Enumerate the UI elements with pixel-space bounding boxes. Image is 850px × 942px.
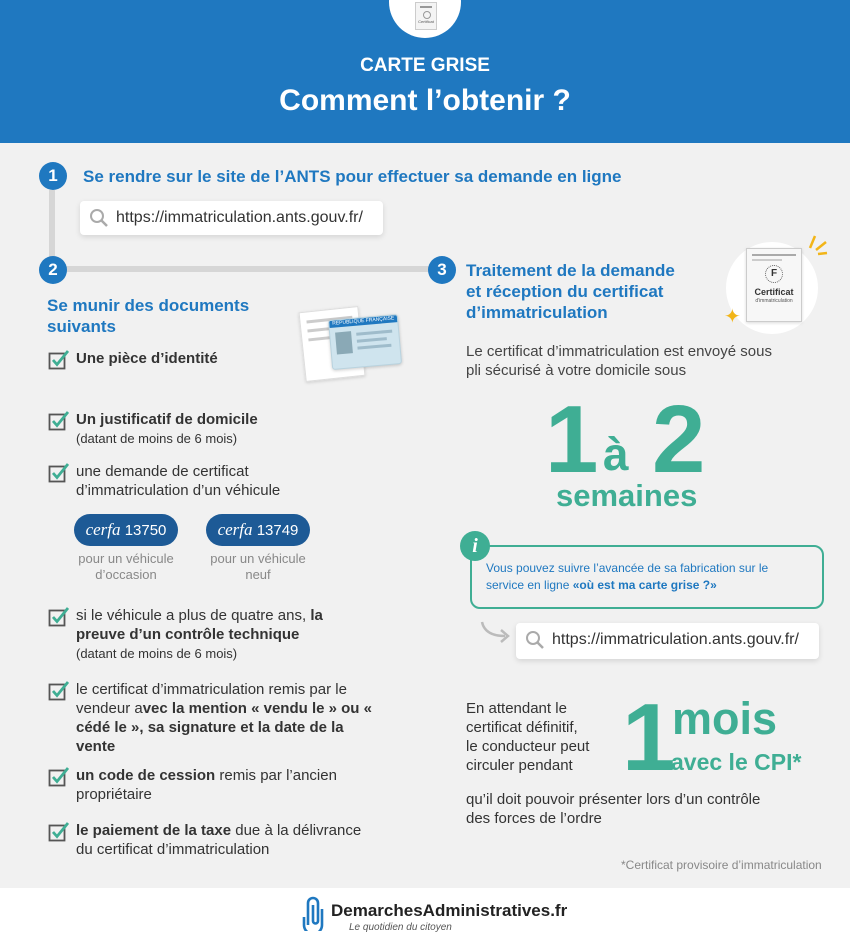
- logo-badge: [389, 0, 461, 38]
- step-1-title: Se rendre sur le site de l’ANTS pour effectuer sa demande en ligne: [83, 167, 622, 186]
- sparkle-lines-icon: [806, 234, 828, 261]
- item-text: si le véhicule a plus de quatre ans,: [76, 607, 311, 624]
- step-3-number: 3: [428, 256, 456, 284]
- header-banner: [0, 0, 850, 143]
- caption-line1: pour un véhicule: [210, 551, 306, 566]
- step-3-title: [466, 260, 675, 323]
- certificate-illustration: [724, 234, 830, 334]
- id-documents-illustration: [300, 303, 400, 381]
- step-2-title: [47, 295, 249, 337]
- item-text-bold-line2: preuve d’un contrôle technique: [76, 626, 300, 643]
- info-line2b: «où est ma carte grise ?»: [572, 578, 717, 592]
- certificate-label: Certificat: [754, 287, 794, 297]
- checkbox-checked-icon: [48, 821, 70, 848]
- big-number-1: 1: [545, 386, 599, 493]
- step-2-number: 2: [39, 256, 67, 284]
- item-text: remis par l’ancien: [215, 767, 337, 784]
- waiting-text: [466, 699, 589, 775]
- control-line1: qu’il doit pouvoir présenter lors d’un contrôle: [466, 791, 761, 808]
- big-number-2: 2: [652, 386, 706, 493]
- step-1-url-box[interactable]: [80, 201, 383, 235]
- paperclip-logo-icon: [300, 895, 326, 936]
- header-subtitle: CARTE GRISE: [360, 55, 490, 76]
- step-2-title-line2: suivants: [47, 317, 116, 336]
- item-text-line2: du certificat d’immatriculation: [76, 841, 270, 858]
- step-3-title-line3: d’immatriculation: [466, 303, 608, 322]
- certificate-icon: [415, 2, 437, 30]
- cerfa-brand: cerfa: [85, 520, 121, 539]
- item-text-line1: le certificat d’immatriculation remis par le: [76, 681, 347, 698]
- caption-line1: pour un véhicule: [78, 551, 174, 566]
- step-3-url[interactable]: https://immatriculation.ants.gouv.fr/: [552, 631, 799, 648]
- caption-line2: neuf: [245, 567, 271, 582]
- item-text-line3: cédé le », sa signature et la date de la: [76, 719, 344, 736]
- big-a: à: [603, 428, 629, 480]
- search-icon: [525, 630, 545, 655]
- waiting-line4: circuler pendant: [466, 757, 573, 774]
- search-icon: [89, 208, 109, 233]
- sparkle-icon: ✦: [724, 306, 741, 328]
- item-text-line2: propriétaire: [76, 786, 152, 803]
- cerfa-code: 13749: [256, 522, 299, 539]
- item-text: Un justificatif de domicile: [76, 411, 258, 428]
- step-3-title-line2: et réception du certificat: [466, 282, 664, 301]
- cerfa-badge-13749[interactable]: [206, 514, 310, 546]
- item-note: (datant de moins de 6 mois): [76, 431, 238, 446]
- item-text-bold: le paiement de la taxe: [76, 822, 232, 839]
- certificate-document: [746, 248, 802, 322]
- info-line2a: service en ligne: [486, 578, 573, 592]
- footer-brand[interactable]: DemarchesAdministratives.fr: [331, 901, 568, 920]
- control-text: [466, 790, 760, 828]
- cerfa-caption-13750: [60, 551, 192, 583]
- certificate-label-sub: d'immatriculation: [755, 298, 793, 304]
- item-text-line2a: vendeur a: [76, 700, 143, 717]
- item-note: (datant de moins de 6 mois): [76, 646, 238, 661]
- big-cpi: avec le CPI*: [671, 749, 802, 775]
- checkbox-checked-icon: [48, 410, 70, 437]
- waiting-line3: le conducteur peut: [466, 738, 590, 755]
- checkbox-checked-icon: [48, 349, 70, 376]
- item-text: due à la délivrance: [231, 822, 362, 839]
- info-box: [470, 545, 824, 609]
- footnote: *Certificat provisoire d’immatriculation: [621, 858, 822, 872]
- description-line2: pli sécurisé à votre domicile sous: [466, 362, 687, 379]
- info-line1: Vous pouvez suivre l’avancée de sa fabrication sur le: [486, 561, 769, 575]
- waiting-line2: certificat définitif,: [466, 719, 578, 736]
- big-number-month: 1: [622, 684, 676, 791]
- checkbox-checked-icon: [48, 680, 70, 707]
- item-text-line1: une demande de certificat: [76, 463, 249, 480]
- checkbox-checked-icon: [48, 462, 70, 489]
- step-3-url-box[interactable]: [516, 623, 819, 659]
- id-card-header: REPUBLIQUE FRANÇAISE: [329, 315, 397, 328]
- item-text-line4: vente: [76, 738, 116, 755]
- description-line1: Le certificat d’immatriculation est envoyé sous: [466, 343, 772, 360]
- page-title: Comment l’obtenir ?: [279, 84, 571, 117]
- footer-tagline: Le quotidien du citoyen: [349, 922, 452, 933]
- eu-flag-icon: F: [765, 265, 783, 283]
- item-text-line2b: vec la mention « vendu le » ou «: [142, 700, 372, 717]
- step-3-title-line1: Traitement de la demande: [466, 261, 675, 280]
- checkbox-checked-icon: [48, 606, 70, 633]
- item-text-bold: un code de cession: [76, 767, 216, 784]
- step-3-description: [466, 342, 772, 380]
- arrow-down-right-icon: [479, 620, 513, 649]
- caption-line2: d’occasion: [95, 567, 157, 582]
- checkbox-checked-icon: [48, 766, 70, 793]
- timeline-line-horizontal: [60, 266, 432, 272]
- step-2-title-line1: Se munir des documents: [47, 296, 250, 315]
- item-text: Une pièce d’identité: [76, 350, 218, 367]
- cerfa-badge-13750[interactable]: [74, 514, 178, 546]
- footer: [0, 888, 850, 942]
- logo-card-text: Certificat: [418, 19, 434, 24]
- cerfa-code: 13750: [124, 522, 167, 539]
- big-unit-semaines: semaines: [556, 478, 698, 513]
- waiting-line1: En attendant le: [466, 700, 567, 717]
- info-text: [486, 560, 816, 594]
- info-icon: i: [460, 531, 490, 561]
- big-mois: mois: [672, 693, 778, 744]
- item-text-line2: d’immatriculation d’un véhicule: [76, 482, 281, 499]
- item-text-bold: la: [310, 607, 323, 624]
- control-line2: des forces de l’ordre: [466, 810, 602, 827]
- cerfa-brand: cerfa: [217, 520, 253, 539]
- step-1-number: 1: [39, 162, 67, 190]
- step-1-url[interactable]: https://immatriculation.ants.gouv.fr/: [116, 209, 363, 226]
- cerfa-caption-13749: [192, 551, 324, 583]
